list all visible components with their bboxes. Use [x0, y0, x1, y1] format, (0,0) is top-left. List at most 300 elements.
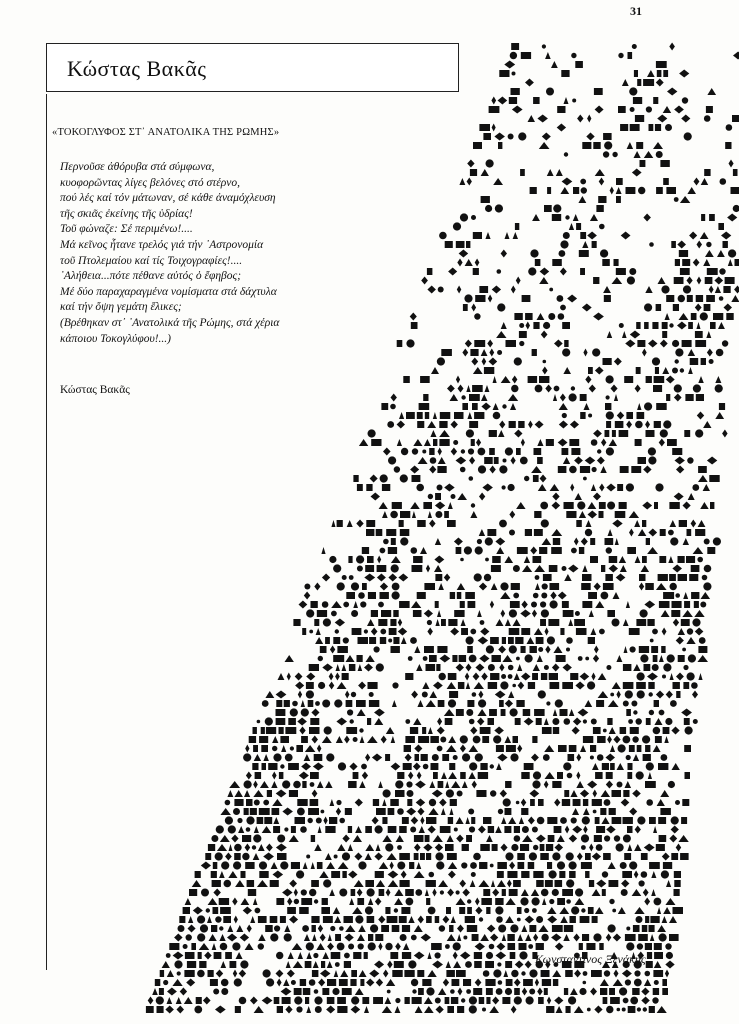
artwork-glyph	[595, 367, 604, 375]
artwork-glyph	[459, 907, 465, 914]
artwork-glyph	[375, 898, 382, 906]
artwork-glyph	[537, 988, 543, 996]
artwork-glyph	[571, 448, 580, 455]
artwork-glyph	[612, 619, 620, 627]
artwork-glyph	[445, 781, 449, 788]
artwork-glyph	[609, 727, 616, 734]
artwork-glyph	[637, 79, 641, 86]
artwork-glyph	[606, 447, 614, 455]
artwork-glyph	[478, 880, 489, 887]
artwork-glyph	[301, 700, 305, 707]
artwork-glyph	[400, 511, 410, 518]
artwork-glyph	[535, 385, 543, 393]
artwork-glyph	[428, 808, 438, 815]
artwork-glyph	[172, 979, 182, 986]
artwork-glyph	[641, 565, 650, 572]
artwork-glyph	[311, 880, 319, 887]
artwork-glyph	[538, 925, 548, 932]
artwork-glyph	[514, 826, 520, 833]
artwork-glyph	[637, 672, 645, 680]
artwork-glyph	[563, 934, 570, 941]
artwork-glyph	[304, 754, 311, 761]
artwork-glyph	[417, 970, 424, 977]
artwork-glyph	[235, 880, 245, 887]
artwork-glyph	[660, 790, 669, 797]
artwork-glyph	[300, 979, 306, 986]
artwork-glyph	[580, 673, 590, 681]
artwork-glyph	[299, 772, 309, 780]
artwork-glyph	[593, 727, 601, 734]
artwork-glyph	[379, 862, 389, 869]
artwork-glyph	[208, 898, 218, 905]
artwork-glyph	[600, 988, 607, 995]
artwork-glyph	[387, 961, 392, 969]
artwork-glyph	[517, 907, 522, 914]
artwork-glyph	[385, 943, 392, 950]
artwork-glyph	[602, 763, 609, 770]
artwork-glyph	[609, 880, 619, 887]
artwork-glyph	[439, 799, 447, 807]
artwork-glyph	[547, 817, 557, 824]
artwork-glyph	[516, 277, 521, 285]
artwork-glyph	[638, 457, 647, 464]
artwork-glyph	[369, 700, 379, 707]
artwork-glyph	[566, 1006, 571, 1013]
artwork-glyph	[659, 655, 664, 662]
artwork-glyph	[506, 745, 516, 752]
artwork-glyph	[444, 484, 455, 492]
artwork-glyph	[454, 828, 458, 832]
artwork-glyph	[399, 520, 404, 527]
artwork-glyph	[613, 934, 621, 942]
artwork-glyph	[562, 682, 573, 689]
artwork-glyph	[715, 286, 721, 293]
artwork-glyph	[486, 835, 493, 842]
artwork-glyph	[479, 583, 487, 591]
artwork-glyph	[357, 709, 366, 716]
artwork-glyph	[331, 601, 342, 608]
artwork-glyph	[453, 440, 458, 445]
artwork-glyph	[329, 889, 335, 896]
artwork-glyph	[412, 997, 422, 1004]
artwork-glyph	[626, 187, 636, 194]
artwork-glyph	[266, 844, 273, 852]
artwork-glyph	[240, 960, 248, 968]
artwork-glyph	[429, 691, 437, 698]
artwork-glyph	[223, 916, 231, 923]
artwork-glyph	[541, 331, 548, 339]
artwork-glyph	[457, 791, 463, 797]
artwork-glyph	[426, 898, 430, 905]
artwork-glyph	[486, 645, 494, 653]
artwork-glyph	[241, 898, 250, 905]
artwork-glyph	[654, 502, 658, 509]
artwork-glyph	[707, 268, 718, 275]
artwork-glyph	[614, 259, 619, 266]
artwork-glyph	[259, 871, 268, 878]
artwork-glyph	[409, 862, 414, 869]
artwork-glyph	[296, 745, 303, 752]
artwork-glyph	[659, 556, 666, 563]
artwork-glyph	[575, 493, 583, 500]
artwork-glyph	[353, 475, 358, 482]
artwork-glyph	[389, 628, 397, 635]
artwork-glyph	[582, 574, 592, 581]
artwork-glyph	[618, 106, 626, 113]
artwork-glyph	[285, 1006, 292, 1014]
artwork-glyph	[460, 467, 466, 473]
artwork-glyph	[635, 421, 643, 429]
artwork-glyph	[695, 529, 705, 536]
artwork-glyph	[726, 313, 733, 320]
artwork-glyph	[679, 520, 687, 527]
artwork-glyph	[552, 889, 559, 896]
artwork-glyph	[397, 439, 402, 446]
artwork-glyph	[366, 979, 374, 987]
artwork-glyph	[398, 574, 408, 582]
artwork-glyph	[637, 690, 645, 698]
artwork-glyph	[318, 826, 322, 833]
artwork-glyph	[460, 558, 464, 562]
artwork-glyph	[460, 772, 466, 779]
artwork-glyph	[508, 665, 514, 671]
artwork-glyph	[435, 619, 439, 626]
artwork-glyph	[176, 997, 182, 1004]
artwork-glyph	[265, 717, 273, 725]
artwork-glyph	[637, 1007, 641, 1011]
artwork-glyph	[167, 970, 174, 977]
artwork-glyph	[562, 889, 573, 896]
artwork-glyph	[496, 619, 504, 626]
artwork-glyph	[392, 925, 400, 932]
artwork-glyph	[294, 988, 302, 995]
artwork-glyph	[233, 970, 237, 978]
artwork-glyph	[485, 537, 493, 545]
artwork-glyph	[560, 916, 568, 923]
artwork-glyph	[644, 151, 654, 158]
artwork-glyph	[587, 115, 591, 123]
artwork-glyph	[497, 303, 505, 311]
artwork-glyph	[501, 322, 507, 329]
artwork-glyph	[510, 403, 516, 410]
artwork-glyph	[358, 682, 366, 690]
artwork-glyph	[623, 619, 629, 626]
artwork-glyph	[537, 115, 548, 123]
artwork-glyph	[559, 250, 566, 257]
artwork-glyph	[589, 844, 593, 852]
artwork-glyph	[441, 772, 447, 779]
artwork-glyph	[649, 242, 654, 247]
artwork-glyph	[219, 934, 225, 941]
artwork-glyph	[609, 439, 618, 446]
artwork-glyph	[513, 619, 521, 626]
artwork-glyph	[701, 592, 711, 599]
artwork-glyph	[476, 439, 481, 447]
artwork-glyph	[478, 826, 486, 834]
artwork-glyph	[541, 889, 549, 897]
artwork-glyph	[592, 889, 601, 896]
artwork-glyph	[636, 718, 642, 724]
artwork-glyph	[671, 826, 679, 834]
artwork-glyph	[557, 861, 565, 869]
artwork-glyph	[346, 592, 355, 599]
artwork-glyph	[424, 646, 434, 653]
artwork-glyph	[337, 682, 347, 689]
artwork-glyph	[553, 538, 560, 545]
artwork-glyph	[593, 313, 604, 321]
artwork-glyph	[700, 602, 706, 608]
artwork-glyph	[560, 817, 567, 824]
artwork-glyph	[636, 367, 641, 374]
artwork-glyph	[565, 826, 570, 834]
artwork-glyph	[595, 772, 603, 779]
artwork-glyph	[529, 852, 537, 860]
artwork-glyph	[420, 817, 424, 825]
artwork-glyph	[540, 475, 547, 483]
artwork-glyph	[621, 880, 629, 888]
artwork-glyph	[569, 393, 577, 401]
artwork-glyph	[199, 961, 206, 968]
artwork-glyph	[588, 907, 594, 914]
artwork-glyph	[621, 889, 628, 896]
artwork-glyph	[599, 629, 605, 635]
artwork-glyph	[467, 412, 472, 419]
artwork-glyph	[280, 861, 288, 869]
artwork-glyph	[457, 592, 462, 599]
artwork-glyph	[456, 664, 464, 672]
artwork-glyph	[628, 719, 633, 724]
artwork-glyph	[246, 827, 251, 832]
artwork-glyph	[647, 952, 652, 959]
artwork-glyph	[593, 933, 601, 941]
artwork-glyph	[623, 835, 631, 843]
artwork-glyph	[706, 295, 715, 302]
artwork-glyph	[695, 429, 703, 437]
artwork-glyph	[436, 861, 444, 869]
artwork-glyph	[568, 565, 578, 573]
artwork-glyph	[220, 835, 230, 842]
artwork-glyph	[465, 259, 473, 266]
artwork-glyph	[378, 781, 383, 788]
artwork-glyph	[703, 484, 710, 491]
artwork-glyph	[594, 646, 599, 654]
artwork-glyph	[426, 987, 434, 995]
artwork-glyph	[406, 339, 414, 347]
artwork-glyph	[570, 790, 577, 797]
artwork-glyph	[566, 899, 571, 904]
artwork-glyph	[428, 494, 433, 499]
artwork-glyph	[157, 1006, 164, 1013]
artwork-glyph	[606, 826, 616, 834]
artwork-glyph	[340, 970, 348, 977]
artwork-glyph	[612, 682, 621, 689]
artwork-glyph	[287, 970, 295, 978]
artwork-glyph	[397, 862, 405, 870]
artwork-glyph	[663, 592, 674, 599]
artwork-glyph	[582, 601, 592, 608]
artwork-glyph	[673, 619, 679, 627]
artwork-glyph	[443, 916, 450, 924]
artwork-glyph	[356, 520, 363, 528]
artwork-glyph	[291, 980, 296, 985]
artwork-glyph	[258, 943, 264, 949]
artwork-glyph	[475, 943, 485, 951]
artwork-glyph	[612, 909, 616, 913]
artwork-glyph	[465, 673, 470, 681]
artwork-glyph	[315, 1006, 322, 1013]
artwork-glyph	[682, 799, 689, 806]
artwork-glyph	[560, 628, 564, 635]
artwork-glyph	[207, 916, 212, 923]
artwork-glyph	[438, 781, 444, 788]
artwork-glyph	[401, 637, 407, 644]
artwork-glyph	[516, 657, 520, 661]
artwork-glyph	[272, 772, 277, 780]
artwork-glyph	[544, 781, 549, 789]
artwork-glyph	[563, 762, 571, 770]
artwork-glyph	[556, 169, 563, 176]
artwork-glyph	[406, 898, 414, 906]
artwork-glyph	[407, 799, 412, 806]
artwork-glyph	[358, 943, 364, 949]
artwork-glyph	[276, 898, 284, 905]
artwork-glyph	[311, 916, 319, 923]
artwork-glyph	[595, 169, 605, 176]
artwork-glyph	[441, 349, 452, 356]
artwork-glyph	[410, 827, 416, 833]
artwork-glyph	[394, 466, 400, 472]
artwork-glyph	[183, 907, 190, 914]
artwork-glyph	[549, 288, 553, 292]
artwork-glyph	[492, 124, 496, 132]
artwork-glyph	[359, 781, 365, 788]
artwork-glyph	[574, 970, 581, 978]
artwork-glyph	[462, 403, 468, 410]
artwork-glyph	[437, 646, 447, 653]
artwork-glyph	[490, 637, 499, 644]
artwork-glyph	[501, 709, 506, 716]
artwork-glyph	[536, 916, 543, 923]
artwork-glyph	[514, 430, 522, 438]
artwork-glyph	[677, 322, 687, 330]
artwork-glyph	[544, 988, 548, 995]
artwork-glyph	[624, 853, 631, 860]
artwork-glyph	[503, 970, 508, 977]
artwork-glyph	[439, 925, 445, 931]
artwork-glyph	[371, 439, 381, 446]
artwork-glyph	[424, 439, 431, 446]
artwork-glyph	[733, 169, 738, 176]
artwork-glyph	[254, 800, 260, 806]
artwork-glyph	[457, 286, 462, 294]
artwork-glyph	[456, 890, 460, 894]
artwork-glyph	[528, 817, 535, 825]
artwork-glyph	[468, 809, 474, 815]
artwork-glyph	[676, 466, 684, 474]
artwork-glyph	[660, 808, 671, 815]
artwork-glyph	[661, 870, 669, 878]
artwork-glyph	[652, 357, 660, 365]
artwork-glyph	[417, 808, 424, 816]
artwork-glyph	[622, 970, 632, 978]
artwork-glyph	[347, 520, 353, 527]
artwork-glyph	[474, 340, 485, 347]
artwork-glyph	[470, 511, 477, 518]
artwork-glyph	[432, 754, 439, 761]
artwork-glyph	[411, 979, 418, 986]
artwork-glyph	[401, 907, 410, 914]
artwork-glyph	[552, 925, 563, 932]
artwork-glyph	[675, 800, 680, 805]
artwork-glyph	[408, 960, 416, 968]
artwork-glyph	[684, 601, 690, 608]
artwork-glyph	[499, 520, 507, 528]
artwork-glyph	[729, 160, 734, 168]
artwork-glyph	[514, 313, 522, 320]
artwork-glyph	[316, 943, 325, 950]
artwork-glyph	[390, 404, 396, 410]
artwork-glyph	[723, 286, 730, 293]
artwork-glyph	[613, 592, 620, 599]
artwork-glyph	[456, 970, 466, 977]
artwork-glyph	[508, 637, 514, 644]
artwork-glyph	[423, 764, 429, 770]
artwork-glyph	[422, 682, 429, 689]
artwork-glyph	[601, 565, 605, 572]
artwork-glyph	[551, 61, 558, 68]
artwork-glyph	[654, 718, 662, 725]
artwork-glyph	[688, 654, 696, 662]
artwork-glyph	[343, 637, 349, 643]
artwork-glyph	[591, 439, 598, 446]
artwork-glyph	[450, 989, 455, 994]
artwork-glyph	[221, 961, 227, 968]
artwork-glyph	[357, 566, 363, 572]
artwork-glyph	[489, 349, 494, 357]
artwork-glyph	[639, 583, 644, 591]
artwork-glyph	[520, 610, 531, 618]
artwork-glyph	[219, 871, 225, 878]
artwork-glyph	[709, 475, 719, 482]
artwork-glyph	[469, 655, 477, 663]
artwork-glyph	[575, 611, 580, 616]
artwork-glyph	[507, 934, 514, 941]
artwork-glyph	[311, 709, 319, 717]
artwork-glyph	[439, 430, 450, 437]
artwork-glyph	[451, 916, 456, 923]
artwork-glyph	[337, 1006, 347, 1013]
artwork-glyph	[473, 268, 479, 275]
artwork-glyph	[573, 934, 580, 942]
artwork-glyph	[594, 88, 603, 95]
artwork-glyph	[687, 628, 693, 634]
artwork-glyph	[388, 808, 395, 815]
artwork-glyph	[552, 852, 560, 860]
artwork-glyph	[299, 601, 308, 609]
artwork-glyph	[262, 763, 267, 770]
artwork-glyph	[252, 763, 258, 770]
artwork-glyph	[517, 547, 528, 554]
artwork-glyph	[370, 475, 378, 483]
artwork-glyph	[462, 781, 468, 788]
artwork-glyph	[416, 484, 424, 492]
artwork-glyph	[587, 502, 596, 509]
artwork-glyph	[656, 151, 663, 158]
artwork-glyph	[495, 898, 503, 905]
artwork-glyph	[525, 529, 532, 536]
artwork-glyph	[486, 988, 493, 995]
artwork-glyph	[684, 430, 690, 437]
